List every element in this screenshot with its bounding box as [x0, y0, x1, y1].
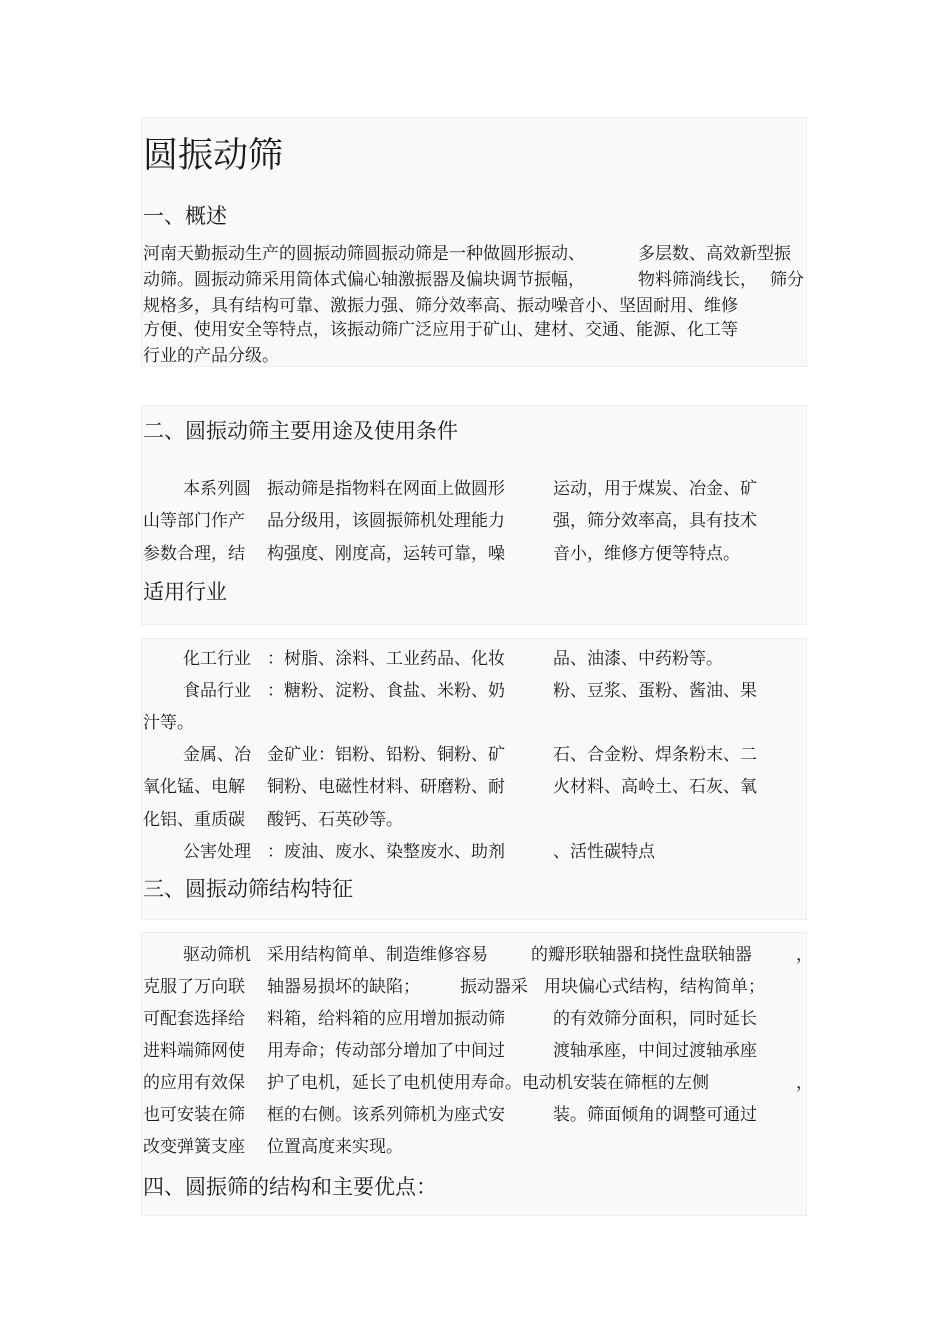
industry-text: 、活性碳特点 — [553, 842, 655, 862]
overview-line: 多层数、高效新型振 — [638, 244, 791, 264]
industry-text: 铜粉、电磁性材料、研磨粉、耐 — [267, 777, 505, 797]
overview-line: 河南天勤振动生产的圆振动筛圆振动筛是一种做圆形振动、 — [143, 244, 585, 264]
structure-text: 可配套选择给 — [143, 1009, 245, 1029]
industry-text: ：树脂、涂料、工业药品、化妆 — [267, 649, 505, 669]
structure-text: 的有效筛分面积，同时延长 — [553, 1009, 757, 1029]
industry-text: 化铝、重质碳 — [143, 810, 245, 830]
overview-heading: 一、概述 — [143, 204, 227, 228]
structure-text: 的应用有效保 — [143, 1073, 245, 1093]
structure-text: 渡轴承座，中间过渡轴承座 — [553, 1041, 757, 1061]
structure-text: 也可安装在筛 — [143, 1105, 245, 1125]
structure-text: 的瓣形联轴器和挠性盘联轴器 — [531, 945, 752, 965]
industry-text: 化工行业 — [183, 649, 251, 669]
structure-text: 进料端筛网使 — [143, 1041, 245, 1061]
structure-text: 克服了万向联 — [143, 977, 245, 997]
advantages-heading: 四、圆振筛的结构和主要优点： — [143, 1175, 437, 1199]
overview-line: 物料筛淌线长， — [638, 270, 757, 290]
structure-text: 用块偏心式结构，结构简单； — [544, 977, 765, 997]
industry-text: 金矿业：铝粉、铅粉、铜粉、矿 — [267, 745, 505, 765]
structure-text: 料箱，给料箱的应用增加振动筛 — [267, 1009, 505, 1029]
page-title: 圆振动筛 — [143, 136, 284, 176]
industry-text: 汁等。 — [143, 713, 194, 733]
industry-text: 食品行业 — [183, 681, 251, 701]
overview-line: 方便、使用安全等特点，该振动筛广泛应用于矿山、建材、交通、能源、化工等 — [143, 320, 738, 340]
usage-text: 强，筛分效率高，具有技术 — [553, 511, 757, 531]
structure-text: 装。筛面倾角的调整可通过 — [553, 1105, 757, 1125]
usage-text: 构强度、刚度高，运转可靠，噪 — [267, 544, 505, 564]
structure-text: ， — [796, 1073, 813, 1093]
usage-text: 运动，用于煤炭、冶金、矿 — [553, 479, 757, 499]
structure-text: 用寿命；传动部分增加了中间过 — [267, 1041, 505, 1061]
structure-text: 驱动筛机 — [183, 945, 251, 965]
industry-text: 氧化锰、电解 — [143, 777, 245, 797]
structure-heading: 三、圆振动筛结构特征 — [143, 877, 353, 901]
structure-text: 护了电机，延长了电机使用寿命。电动机安装在筛框的左侧 — [267, 1073, 709, 1093]
usage-heading: 二、圆振动筛主要用途及使用条件 — [143, 419, 458, 443]
usage-text: 品分级用，该圆振筛机处理能力 — [267, 511, 505, 531]
structure-text: 改变弹簧支座 — [143, 1137, 245, 1157]
overview-line: 行业的产品分级。 — [143, 346, 279, 366]
industry-text: 酸钙、石英砂等。 — [267, 810, 403, 830]
usage-text: 山等部门作产 — [143, 511, 245, 531]
overview-line: 动筛。圆振动筛采用筒体式偏心轴激振器及偏块调节振幅， — [143, 270, 585, 290]
usage-text: 振动筛是指物料在网面上做圆形 — [267, 479, 505, 499]
industry-text: ：废油、废水、染整废水、助剂 — [267, 842, 505, 862]
industry-heading: 适用行业 — [143, 580, 227, 604]
structure-text: 振动器采 — [460, 977, 528, 997]
industry-text: 粉、豆浆、蛋粉、酱油、果 — [553, 681, 757, 701]
industry-text: 火材料、高岭土、石灰、氧 — [553, 777, 757, 797]
structure-text: 轴器易损坏的缺陷； — [267, 977, 420, 997]
overview-line: 筛分 — [770, 270, 804, 290]
industry-text: ：糖粉、淀粉、食盐、米粉、奶 — [267, 681, 505, 701]
usage-text: 本系列圆 — [183, 479, 251, 499]
usage-text: 参数合理，结 — [143, 544, 245, 564]
overview-line: 规格多，具有结构可靠、激振力强、筛分效率高、振动噪音小、坚固耐用、维修 — [143, 296, 738, 316]
structure-text: 采用结构简单、制造维修容易 — [267, 945, 488, 965]
structure-text: ， — [796, 945, 813, 965]
industry-text: 金属、冶 — [183, 745, 251, 765]
industry-text: 石、合金粉、焊条粉末、二 — [553, 745, 757, 765]
industry-text: 公害处理 — [183, 842, 251, 862]
structure-text: 框的右侧。该系列筛机为座式安 — [267, 1105, 505, 1125]
usage-text: 音小，维修方便等特点。 — [553, 544, 740, 564]
industry-text: 品、油漆、中药粉等。 — [553, 649, 723, 669]
structure-text: 位置高度来实现。 — [267, 1137, 403, 1157]
